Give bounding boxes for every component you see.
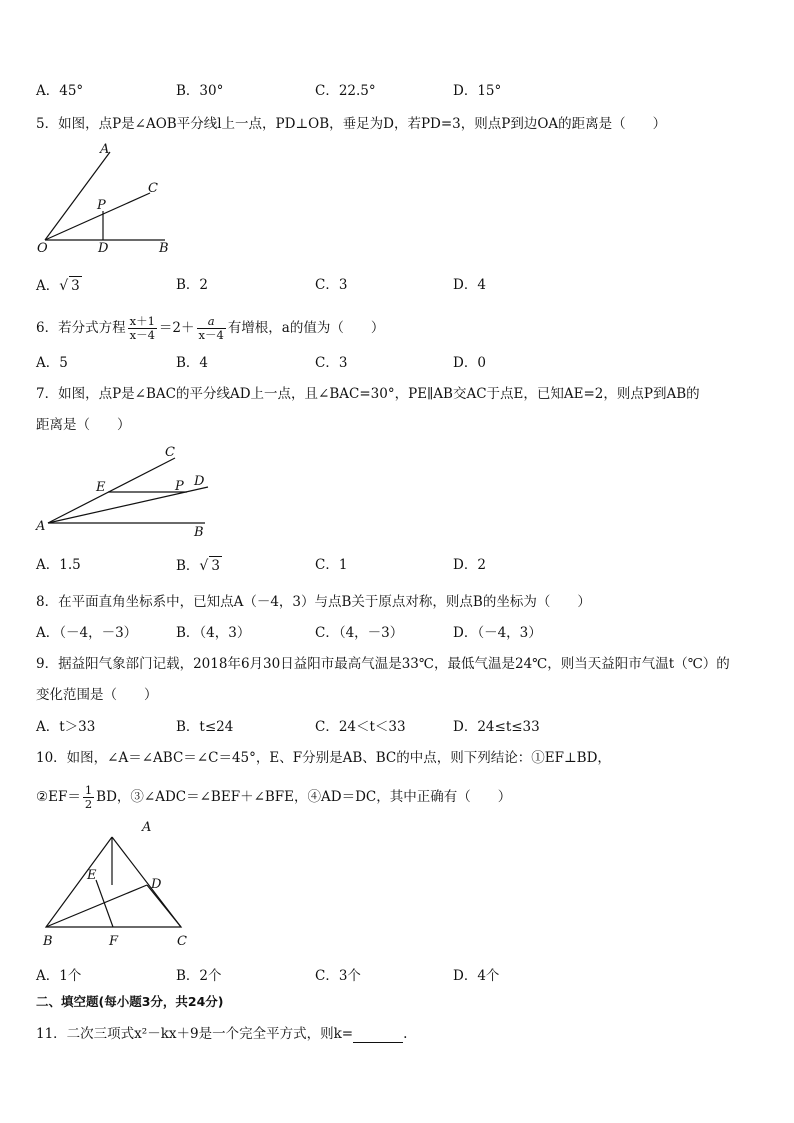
q10-text-line1: 10．如图，∠A＝∠ABC＝∠C＝45°，E、F分别是AB、BC的中点，则下列结论：①EF⊥BD， (36, 750, 611, 766)
q7-option-c: C．1 (315, 557, 348, 573)
label-c: C (148, 181, 158, 196)
label-d: D (194, 474, 205, 489)
q6-text (36, 315, 384, 342)
q10-figure (35, 815, 205, 955)
q5-option-a-radicand: 3 (71, 278, 80, 294)
q10-option-a: A．1个 (36, 968, 82, 984)
q5-option-a-prefix: A． (36, 278, 60, 294)
q10-text-line2 (36, 784, 511, 811)
frac2-denominator: x－4 (198, 328, 224, 342)
sqrt-icon: √ (59, 278, 69, 294)
q5-option-a (36, 276, 82, 295)
q4-option-b: B．30° (176, 83, 224, 99)
q9-text-line2: 变化范围是（ ） (36, 687, 158, 703)
ray-oa (45, 152, 110, 240)
q6-fraction-2 (197, 315, 226, 342)
q7-option-d: D．2 (453, 557, 486, 573)
label-b: B (159, 241, 169, 255)
q5-text: 5．如图，点P是∠AOB平分线l上一点，PD⊥OB，垂足为D，若PD=3，则点P到边OA的距离是（ ） (36, 116, 667, 132)
q7-options (36, 556, 756, 574)
q8-options (36, 624, 756, 642)
q5-option-c: C．3 (315, 277, 348, 293)
q6-option-a: A．5 (36, 355, 68, 371)
q11-answer-blank[interactable] (353, 1029, 403, 1043)
q6-option-b: B．4 (176, 355, 209, 371)
label-p: P (175, 479, 184, 494)
q10-line2-prefix: ②EF＝ (36, 789, 81, 805)
q4-options (36, 82, 756, 100)
label-f: F (109, 934, 119, 949)
label-c: C (177, 934, 187, 949)
q4-option-a: A．45° (36, 83, 84, 99)
q6-option-c: C．3 (315, 355, 348, 371)
q5-option-b: B．2 (176, 277, 209, 293)
q10-option-b: B．2个 (176, 968, 222, 984)
q10-options (36, 967, 756, 985)
q7-figure (30, 440, 220, 540)
sqrt-icon: √ (199, 558, 209, 574)
q6-option-d: D．0 (453, 355, 486, 371)
q10-option-d: D．4个 (453, 968, 500, 984)
label-a: A (36, 519, 46, 534)
q7-option-b (176, 556, 222, 575)
label-a: A (100, 142, 110, 157)
label-c: C (165, 445, 175, 460)
q9-text-line1: 9．据益阳气象部门记载，2018年6月30日益阳市最高气温是33℃，最低气温是24℃，则当天益阳市气温t（℃）的 (36, 656, 730, 672)
q5-option-d: D．4 (453, 277, 486, 293)
q10-line2-suffix: BD，③∠ADC＝∠BEF＋∠BFE，④AD＝DC，其中正确有（ ） (96, 789, 512, 805)
label-a: A (142, 820, 152, 835)
q9-option-b: B．t≤24 (176, 719, 234, 735)
q6-fraction-1 (128, 315, 157, 342)
q8-option-a: A．（－4，－3） (36, 625, 138, 641)
q10-half-fraction (83, 784, 94, 811)
q7-option-a: A．1.5 (36, 557, 81, 573)
section-2-heading: 二、填空题(每小题3分，共24分) (36, 994, 224, 1009)
half-numerator: 1 (84, 783, 93, 797)
q5-options (36, 276, 756, 294)
segment-ef (96, 880, 113, 927)
label-o: O (37, 241, 48, 255)
q7-option-b-radicand: 3 (211, 558, 220, 574)
label-d: D (151, 877, 162, 892)
label-b: B (43, 934, 53, 949)
q7-text-line2: 距离是（ ） (36, 417, 131, 433)
q8-text: 8．在平面直角坐标系中，已知点A（－4，3）与点B关于原点对称，则点B的坐标为（ ） (36, 594, 591, 610)
q9-option-a: A．t＞33 (36, 719, 96, 735)
q7-option-b-prefix: B． (176, 558, 200, 574)
q6-prefix: 6．若分式方程 (36, 320, 126, 336)
q9-options (36, 718, 756, 736)
q8-option-c: C．（4，－3） (315, 625, 404, 641)
q10-option-c: C．3个 (315, 968, 361, 984)
label-p: P (97, 198, 106, 213)
label-d: D (98, 241, 109, 255)
q7-text-line1: 7．如图，点P是∠BAC的平分线AD上一点，且∠BAC=30°，PE∥AB交AC于点E，已知AE=2，则点P到AB的 (36, 386, 700, 402)
ray-ac (48, 458, 175, 523)
q9-option-c: C．24＜t＜33 (315, 719, 406, 735)
frac1-denominator: x－4 (129, 328, 155, 342)
q4-option-c: C．22.5° (315, 83, 376, 99)
q11-text (36, 1025, 407, 1043)
half-denominator: 2 (84, 797, 93, 811)
q6-suffix: 有增根，a的值为（ ） (227, 320, 385, 336)
q6-mid: ＝2＋ (158, 320, 195, 336)
q4-option-d: D．15° (453, 83, 502, 99)
frac2-numerator: a (197, 315, 226, 329)
q11-prefix: 11．二次三项式x²－kx＋9是一个完全平方式，则k= (36, 1026, 354, 1042)
q9-option-d: D．24≤t≤33 (453, 719, 540, 735)
q5-figure (30, 140, 190, 255)
frac1-numerator: x＋1 (129, 314, 155, 328)
q11-suffix: . (403, 1026, 408, 1042)
label-b: B (194, 525, 204, 540)
q8-option-b: B．（4，3） (176, 625, 251, 641)
q8-option-d: D．（－4，3） (453, 625, 542, 641)
label-e: E (96, 480, 106, 495)
label-e: E (87, 868, 97, 883)
q6-options (36, 354, 756, 372)
